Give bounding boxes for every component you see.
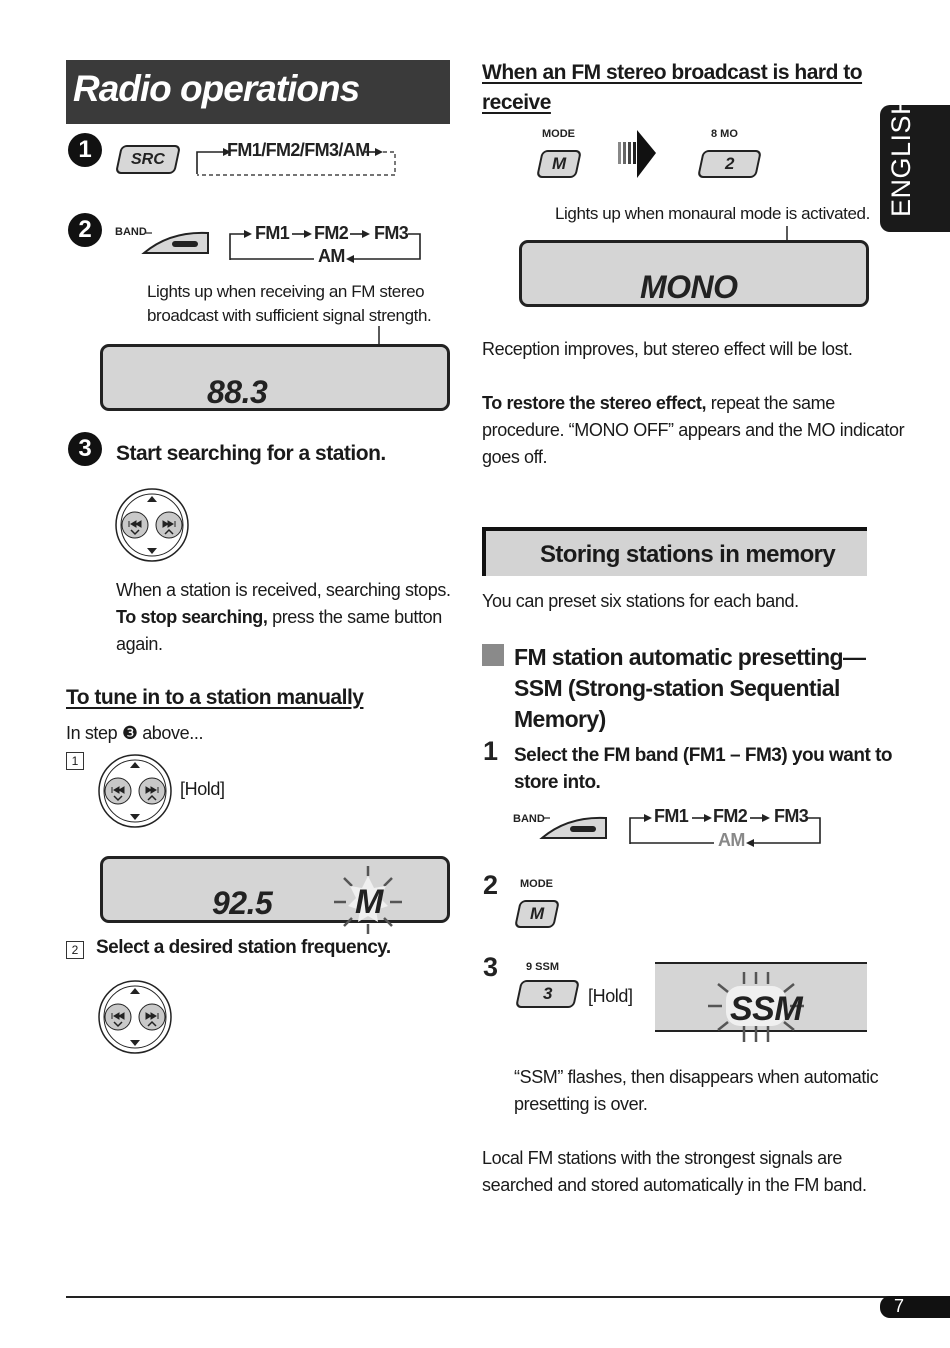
preset-3-label: 3 (542, 984, 553, 1003)
lcd-frequency: 88.3 (207, 374, 268, 410)
select-frequency-text: Select a desired station frequency. (96, 937, 391, 958)
lcd-display-mono (519, 240, 869, 307)
step3-text2-rest: press the same button (267, 607, 442, 627)
page-number: 7 (894, 1296, 905, 1316)
in-step-pre: In step (66, 723, 122, 743)
in-step-post: above... (137, 723, 204, 743)
restore-line3: goes off. (482, 447, 548, 467)
lcd-frequency-925: 92.5 (212, 885, 273, 921)
language-tab-label: ENGLISH (886, 94, 916, 217)
mode-label-2: MODE (520, 878, 553, 890)
ssm-flash-text (514, 1064, 878, 1118)
local-line2: searched and stored automatically in the FM band. (482, 1175, 867, 1195)
band2-fm1: FM1 (654, 806, 689, 826)
step1-line2: store into. (514, 772, 601, 793)
substep-box-2: 2 (66, 941, 84, 959)
sub-heading-square-icon (482, 644, 504, 666)
mono-heading-line1: When an FM stereo broadcast is hard to (482, 61, 863, 84)
ssm-sub-heading (514, 642, 865, 735)
band-button-2[interactable] (538, 810, 610, 842)
lcd-display-883 (100, 344, 450, 411)
band-label: BAND (115, 226, 147, 238)
sub-heading-line1: FM station automatic presetting— (514, 644, 866, 670)
mo-key-label: 8 MO (711, 128, 738, 140)
mode-button-2-label: M (529, 904, 545, 923)
memory-step-2-number: 2 (483, 870, 499, 900)
arrow-right-icon (618, 126, 658, 182)
step3-text3: again. (116, 634, 163, 654)
lcd-mono: MONO (640, 269, 738, 305)
sub-heading-line2: SSM (Strong-station Sequential (514, 675, 840, 701)
src-button-label: SRC (131, 151, 165, 168)
band-label-2: BAND (513, 813, 545, 825)
band-button[interactable] (140, 225, 212, 257)
mode-button[interactable] (536, 150, 582, 178)
page-number-tab (880, 1296, 950, 1318)
step-number-3: 3 (68, 432, 102, 466)
restore-rest: repeat the same (706, 393, 835, 413)
mono-heading-line2: receive (482, 91, 551, 114)
band-fm1: FM1 (255, 223, 290, 243)
step3-text1: When a station is received, searching stops. (116, 580, 451, 600)
in-step-num: ❸ (121, 723, 138, 743)
hold-label-2: [Hold] (588, 986, 633, 1006)
memory-intro: You can preset six stations for each band. (482, 591, 799, 611)
mode-button-label: M (551, 154, 567, 173)
local-line1: Local FM stations with the strongest signals are (482, 1148, 842, 1168)
page-title-bar (66, 60, 450, 124)
language-tab (880, 94, 950, 232)
src-flow-text: FM1/FM2/FM3/AM (227, 140, 370, 160)
mode-button-2[interactable] (514, 900, 560, 928)
restore-line2: procedure. “MONO OFF” appears and the MO indicator (482, 420, 905, 440)
mono-heading (482, 58, 862, 118)
band2-fm2: FM2 (713, 806, 748, 826)
step3-body (116, 577, 451, 658)
seek-control-1[interactable] (114, 487, 190, 563)
hold-label-1: [Hold] (180, 779, 225, 799)
page-title: Radio operations (73, 68, 360, 109)
step3-heading: Start searching for a station. (116, 442, 386, 465)
section-title: Storing stations in memory (540, 541, 836, 568)
ssm-key-label: 9 SSM (526, 961, 560, 973)
step3-text2 (116, 604, 451, 631)
seek-control-3[interactable] (97, 979, 173, 1055)
stereo-caption-line2: broadcast with sufficient signal strength. (147, 306, 432, 325)
memory-step-1-number: 1 (483, 736, 499, 766)
sub-heading-line3: Memory) (514, 706, 606, 732)
footer-rule (66, 1296, 950, 1298)
seek-control-2[interactable] (97, 753, 173, 829)
lcd-ssm: SSM (730, 990, 803, 1028)
manual-in-step (66, 720, 203, 747)
stereo-caption (147, 280, 431, 328)
step1-line1: Select the FM band (FM1 – FM3) you want to (514, 745, 893, 766)
preset-2-button[interactable] (697, 150, 762, 178)
mode-label: MODE (542, 128, 575, 140)
step3-text2-bold: To stop searching, (116, 607, 268, 627)
step-number-1: 1 (68, 133, 102, 167)
stereo-caption-line1: Lights up when receiving an FM stereo (147, 282, 425, 301)
band-am: AM (318, 246, 345, 266)
band-fm2: FM2 (314, 223, 349, 243)
preset-3-button[interactable] (515, 980, 580, 1008)
section-header-memory (482, 527, 867, 576)
band2-fm3: FM3 (774, 806, 809, 826)
reception-text: Reception improves, but stereo effect will be lost. (482, 339, 853, 359)
flash-line1: “SSM” flashes, then disappears when automatic (514, 1067, 879, 1087)
flash-line2: presetting is over. (514, 1094, 648, 1114)
memory-step-3-number: 3 (483, 952, 499, 982)
step-number-2: 2 (68, 213, 102, 247)
restore-bold: To restore the stereo effect, (482, 393, 707, 413)
lcd-m-indicator: M (355, 883, 383, 921)
band2-am: AM (718, 830, 745, 850)
substep-box-1: 1 (66, 752, 84, 770)
local-stations-text (482, 1145, 867, 1199)
band-fm3: FM3 (374, 223, 409, 243)
src-button[interactable] (115, 145, 181, 174)
manual-heading: To tune in to a station manually (66, 686, 364, 709)
preset-2-label: 2 (724, 154, 735, 173)
mono-caption: Lights up when monaural mode is activated. (555, 204, 870, 223)
restore-line1 (482, 390, 904, 417)
restore-text (482, 390, 904, 471)
memory-step-1-text (514, 742, 892, 796)
